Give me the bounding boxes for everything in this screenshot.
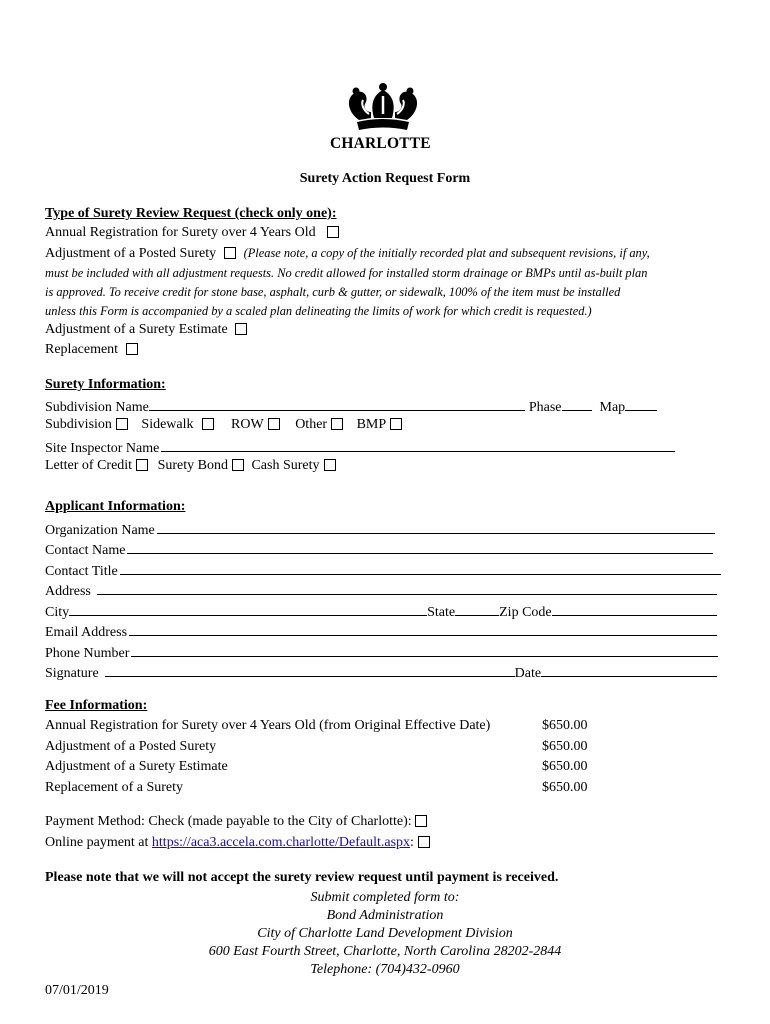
- surety-type-row: [45, 416, 402, 434]
- submit-line3: City of Charlotte Land Development Division: [257, 926, 513, 941]
- fee-amount-adjust-estimate: $650.00: [542, 759, 588, 774]
- contact-title-row: [45, 560, 721, 581]
- type-section-heading: Type of Surety Review Request (check only one):: [45, 206, 337, 221]
- sidewalk-label: Sidewalk: [141, 417, 194, 432]
- phone-field[interactable]: [131, 642, 718, 657]
- row-label: ROW: [231, 417, 264, 432]
- annual-registration-label: Annual Registration for Surety over 4 Years Old: [45, 225, 316, 240]
- city-field[interactable]: [69, 601, 427, 616]
- email-row: [45, 621, 717, 642]
- subdivision-label: Subdivision: [45, 417, 112, 432]
- adjust-posted-label: Adjustment of a Posted Surety: [45, 246, 217, 261]
- online-payment-checkbox[interactable]: [418, 836, 430, 848]
- submit-line5: Telephone: (704)432-0960: [310, 962, 460, 977]
- surety-form-row: [45, 457, 336, 475]
- zip-label: Zip Code: [499, 605, 552, 620]
- applicant-info-heading: Applicant Information:: [45, 499, 186, 514]
- city-label: City: [45, 605, 70, 620]
- payment-online-row: [45, 834, 430, 852]
- date-field[interactable]: [541, 662, 717, 677]
- contact-name-field[interactable]: [127, 539, 713, 554]
- site-inspector-row: [45, 437, 675, 458]
- bmp-label: BMP: [356, 417, 387, 432]
- form-title: Surety Action Request Form: [299, 171, 471, 186]
- adjust-estimate-label: Adjustment of a Surety Estimate: [45, 322, 228, 337]
- email-field[interactable]: [129, 621, 717, 636]
- contact-title-field[interactable]: [120, 560, 721, 575]
- charlotte-crown-logo: [327, 82, 439, 154]
- adjust-estimate-option: [45, 321, 247, 339]
- online-payment-label: Online payment at: [45, 835, 149, 850]
- row-checkbox[interactable]: [268, 418, 280, 430]
- sidewalk-checkbox[interactable]: [202, 418, 214, 430]
- surety-bond-label: Surety Bond: [157, 458, 228, 473]
- zip-field[interactable]: [552, 601, 717, 616]
- subdivision-checkbox[interactable]: [116, 418, 128, 430]
- adjust-note-line1: (Please note, a copy of the initially recorded plat and subsequent revisions, if any,: [243, 246, 650, 260]
- adjust-estimate-checkbox[interactable]: [235, 323, 247, 335]
- replacement-checkbox[interactable]: [126, 343, 138, 355]
- fee-label-adjust-posted: Adjustment of a Posted Surety: [45, 739, 217, 754]
- site-inspector-field[interactable]: [161, 437, 675, 452]
- phase-label: Phase: [528, 400, 562, 415]
- surety-bond-checkbox[interactable]: [232, 459, 244, 471]
- fee-amount-adjust-posted: $650.00: [542, 739, 588, 754]
- online-payment-link[interactable]: https://aca3.accela.com.charlotte/Default.aspx: [151, 835, 411, 850]
- cash-surety-label: Cash Surety: [251, 458, 320, 473]
- fee-label-adjust-estimate: Adjustment of a Surety Estimate: [45, 759, 228, 774]
- surety-info-heading: Surety Information:: [45, 377, 166, 392]
- fee-amount-replacement: $650.00: [542, 780, 588, 795]
- submit-line2: Bond Administration: [326, 908, 444, 923]
- adjust-note-line2: must be included with all adjustment requests. No credit allowed for installed storm drainage or BMPs until as-built plan: [45, 266, 648, 280]
- logo-wordmark: CHARLOTTE: [330, 135, 431, 152]
- adjust-posted-checkbox[interactable]: [224, 247, 236, 259]
- payment-check-row: [45, 813, 427, 831]
- phase-field[interactable]: [562, 396, 592, 411]
- other-label: Other: [295, 417, 328, 432]
- contact-title-label: Contact Title: [45, 564, 118, 579]
- date-label: Date: [514, 666, 542, 681]
- payment-method-label: Payment Method: Check (made payable to the City of Charlotte):: [45, 814, 412, 829]
- fee-amount-annual: $650.00: [542, 718, 588, 733]
- online-payment-colon: :: [410, 835, 414, 850]
- replacement-option: [45, 341, 138, 359]
- fee-label-replacement: Replacement of a Surety: [45, 780, 184, 795]
- signature-field[interactable]: [105, 662, 515, 677]
- signature-row: [45, 662, 717, 683]
- contact-name-label: Contact Name: [45, 543, 126, 558]
- adjust-posted-option: [45, 244, 650, 263]
- payment-notice: Please note that we will not accept the surety review request until payment is received.: [45, 870, 559, 885]
- bmp-checkbox[interactable]: [390, 418, 402, 430]
- submit-line4: 600 East Fourth Street, Charlotte, North Carolina 28202-2844: [208, 944, 562, 959]
- organization-label: Organization Name: [45, 523, 155, 538]
- city-state-zip-row: [45, 601, 717, 622]
- address-field[interactable]: [97, 580, 717, 595]
- phone-label: Phone Number: [45, 646, 130, 661]
- address-label: Address: [45, 584, 91, 599]
- email-label: Email Address: [45, 625, 128, 640]
- fee-label-annual: Annual Registration for Surety over 4 Years Old (from Original Effective Date): [45, 718, 491, 733]
- organization-field[interactable]: [157, 519, 715, 534]
- address-row: [45, 580, 717, 601]
- organization-row: [45, 519, 715, 540]
- other-checkbox[interactable]: [331, 418, 343, 430]
- subdivision-name-field[interactable]: [149, 396, 525, 411]
- annual-registration-option: [45, 224, 339, 242]
- adjust-note-line4: unless this Form is accompanied by a scaled plan delineating the limits of work for which credit is requested.): [45, 304, 592, 318]
- map-field[interactable]: [625, 396, 657, 411]
- submit-line1: Submit completed form to:: [310, 890, 460, 905]
- map-label: Map: [599, 400, 626, 415]
- subdivision-name-row: [45, 396, 671, 417]
- site-inspector-label: Site Inspector Name: [45, 441, 160, 456]
- subdivision-name-label: Subdivision Name: [45, 400, 149, 415]
- state-field[interactable]: [455, 601, 499, 616]
- annual-registration-checkbox[interactable]: [327, 226, 339, 238]
- letter-of-credit-label: Letter of Credit: [45, 458, 133, 473]
- cash-surety-checkbox[interactable]: [324, 459, 336, 471]
- phone-row: [45, 642, 718, 663]
- contact-name-row: [45, 539, 713, 560]
- footer-date: 07/01/2019: [45, 983, 109, 998]
- state-label: State: [427, 605, 456, 620]
- adjust-note-line3: is approved. To receive credit for stone base, asphalt, curb & gutter, or sidewalk, 100% of the item must be installed: [45, 285, 621, 299]
- check-payment-checkbox[interactable]: [415, 815, 427, 827]
- fee-info-heading: Fee Information:: [45, 698, 148, 713]
- letter-of-credit-checkbox[interactable]: [136, 459, 148, 471]
- replacement-label: Replacement: [45, 342, 119, 357]
- signature-label: Signature: [45, 666, 99, 681]
